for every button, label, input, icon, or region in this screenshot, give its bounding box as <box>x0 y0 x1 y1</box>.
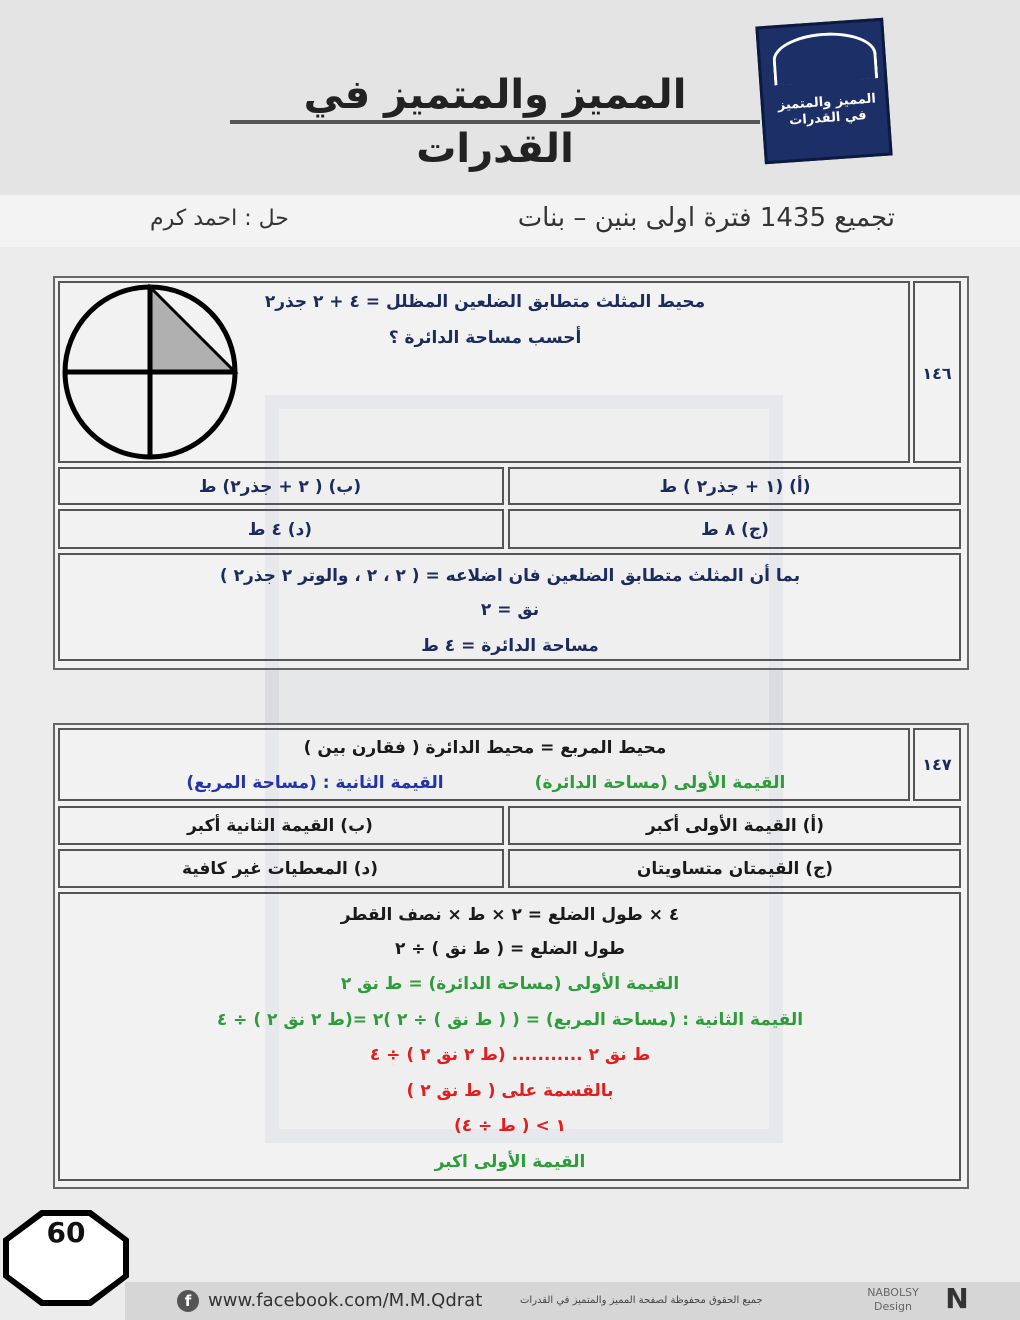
facebook-icon[interactable]: f <box>177 1290 199 1312</box>
q147-solution-cell <box>58 892 961 1181</box>
q147-stem-line1: محيط المربع = محيط الدائرة ( فقارن بين ) <box>303 738 667 758</box>
q147-solution-line6: بالقسمة على ( ط نق ٢ ) <box>406 1081 614 1101</box>
q147-solution-line7: ١ > ( ط ÷ ٤) <box>453 1116 567 1136</box>
copyright-notice: جميع الحقوق محفوظة لصفحة المميز والمتميز في القدرات <box>520 1295 763 1306</box>
page-number: 60 <box>46 1216 86 1249</box>
q147-option-d[interactable]: (د) المعطيات غير كافية <box>182 859 378 879</box>
q147-solution-line3: القيمة الأولى (مساحة الدائرة) = ط نق ٢ <box>340 974 680 994</box>
circle-diagram <box>61 283 239 461</box>
q146-stem-line2: أحسب مساحة الدائرة ؟ <box>388 328 582 348</box>
designer-logo-mark: N <box>945 1282 969 1315</box>
brand-logo <box>755 18 892 165</box>
q147-option-b[interactable]: (ب) القيمة الثانية أكبر <box>187 816 373 836</box>
logo-text: المميز والمتميز في القدرات <box>777 91 877 129</box>
q147-option-a[interactable]: (أ) القيمة الأولى أكبر <box>645 816 825 836</box>
q146-option-b[interactable]: (ب) ( ٢ + جذر٢) ط <box>198 477 362 497</box>
q147-solution-line4: القيمة الثانية : (مساحة المربع) = ( ( ط نق ) ÷ ٢ )٢ =(ط ٢ نق ٢ ) ÷ ٤ <box>216 1010 804 1030</box>
facebook-url[interactable]: www.facebook.com/M.M.Qdrat <box>208 1290 483 1311</box>
q147-option-c[interactable]: (ج) القيمتان متساويتان <box>636 859 834 879</box>
q147-solution-line1: ٤ × طول الضلع = ٢ × ط × نصف القطر <box>340 905 680 925</box>
q147-solution-line8: القيمة الأولى اكبر <box>434 1152 586 1172</box>
designer-name: NABOLSY <box>867 1286 919 1299</box>
q147-solution-line2: طول الضلع = ( ط نق ) ÷ ٢ <box>394 939 626 959</box>
q147-solution-line5: ط نق ٢ ........... (ط ٢ نق ٢ ) ÷ ٤ <box>369 1045 651 1065</box>
q146-solution-line2: نق = ٢ <box>480 600 540 620</box>
q147-second-value: القيمة الثانية : (مساحة المربع) <box>186 773 444 793</box>
q146-solution-line3: مساحة الدائرة = ٤ ط <box>421 636 599 656</box>
q146-number: ١٤٦ <box>922 364 952 383</box>
collection-title: تجميع 1435 فترة اولى بنين – بنات <box>517 203 895 233</box>
q146-option-d[interactable]: (د) ٤ ط <box>247 520 313 540</box>
designer-subtitle: Design <box>874 1300 912 1313</box>
brand-underline <box>230 120 760 124</box>
q146-solution-line1: بما أن المثلث متطابق الضلعين فان اضلاعه = ( ٢ ، ٢ ، والوتر ٢ جذر٢ ) <box>219 566 801 586</box>
q146-stem-line1: محيط المثلث متطابق الضلعين المظلل = ٤ + ٢ جذر٢ <box>264 292 706 312</box>
q147-first-value: القيمة الأولى (مساحة الدائرة) <box>534 773 786 793</box>
brand-title: المميز والمتميز في القدرات <box>303 72 687 172</box>
designer-credit <box>862 1286 924 1314</box>
q146-option-c[interactable]: (ج) ٨ ط <box>701 520 769 540</box>
book-icon <box>771 29 878 85</box>
solver-credit: حل : احمد كرم <box>150 206 289 231</box>
q146-option-a[interactable]: (أ) (١ + جذر٢ ) ط <box>659 477 811 497</box>
q147-number: ١٤٧ <box>922 755 952 774</box>
